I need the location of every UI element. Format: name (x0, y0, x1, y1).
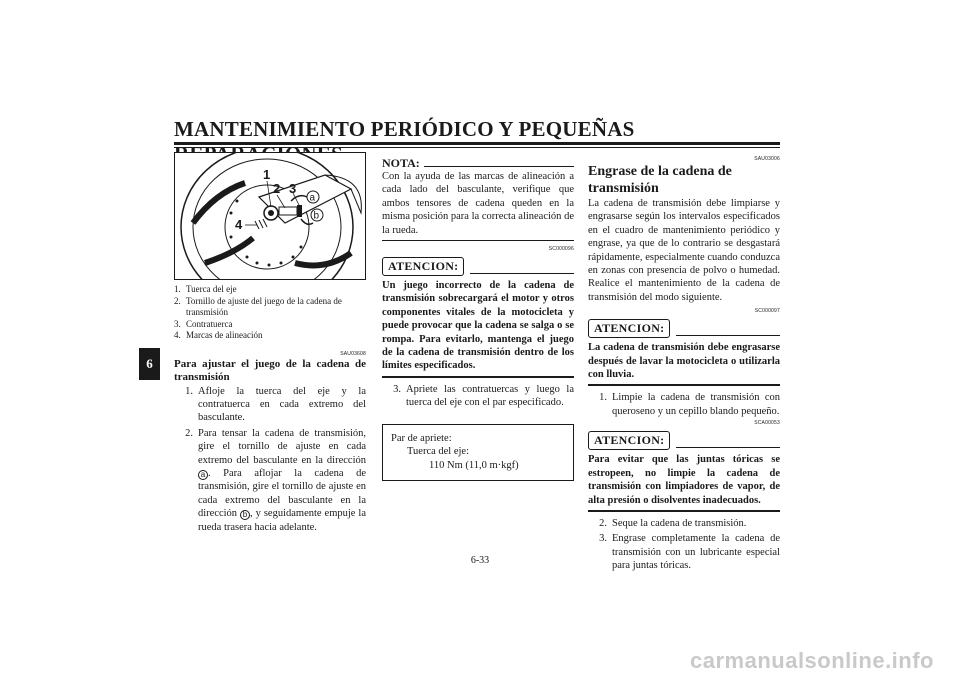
page-title: MANTENIMIENTO PERIÓDICO Y PEQUEÑAS (174, 117, 635, 141)
disc-hole (230, 236, 233, 239)
chapter-number: 6 (146, 356, 153, 371)
caution-code: SCA00053 (754, 420, 780, 427)
mark-a: a (309, 192, 316, 204)
step-number: 1. (185, 385, 193, 397)
tighten-steps (382, 383, 574, 410)
disc-hole (230, 212, 233, 215)
mark-a-inline: a (198, 470, 208, 480)
legend-item (174, 296, 366, 319)
disc-hole (292, 256, 295, 259)
legend-text: Tornillo de ajuste del juego de la cadena de transmisión (186, 295, 342, 317)
legend-text: Tuerca del eje (186, 284, 237, 294)
caution-badge: ATENCION: (588, 431, 670, 450)
chain-adjuster (279, 207, 297, 215)
step-item (588, 391, 780, 418)
step-text (198, 427, 366, 534)
legend-item (174, 330, 366, 342)
callout-3: 3 (289, 181, 297, 196)
header-rule (174, 142, 780, 145)
legend-number: 2. (174, 295, 181, 306)
legend-item (174, 319, 366, 331)
legend-text: Contratuerca (186, 318, 233, 329)
lube-section-title: Engrase de la cadena de transmisión (588, 164, 732, 196)
disc-hole (300, 246, 303, 249)
caution-rule (676, 447, 780, 448)
disc-hole (236, 200, 239, 203)
nota-text: Con la ayuda de las marcas de alineación a cada lado del basculante, verifique que ambos tensores de cadena queden en la misma posición para la correcta alineación de la rueda. (382, 171, 574, 236)
step-number: 3. (393, 383, 401, 395)
caution-end-rule (588, 510, 780, 512)
callout-1: 1 (263, 167, 271, 182)
section-code: SAU03006 (754, 156, 780, 162)
step-number: 3. (599, 533, 607, 545)
caution-end-rule (588, 384, 780, 386)
caution-rule (676, 335, 780, 336)
step-item (174, 385, 366, 425)
nota-rule (424, 166, 574, 167)
spoke (205, 238, 253, 263)
nota-end-rule (382, 240, 574, 241)
adjust-steps (174, 385, 366, 534)
caution-header (588, 431, 780, 450)
lube-step-1 (588, 391, 780, 418)
disc-hole (268, 264, 271, 267)
step-text: Afloje la tuerca del eje y la contratuerca en cada extremo del basculante. (198, 385, 366, 424)
legend-number: 1. (174, 284, 181, 294)
lube-section-text: La cadena de transmisión debe limpiarse y engrasarse según los intervalos especificados en el cuadro de mantenimiento periódico y engrase, ya que de lo contrario se desgastará rápidamente, especialmente cuando conduzca en zonas con presencia de polvo o humedad. Realice el mantenimiento de la cadena de transmisión del modo siguiente. (588, 198, 780, 303)
column-1 (174, 152, 366, 536)
step-number: 2. (599, 517, 607, 529)
step-item (382, 383, 574, 410)
nota-label: NOTA: (382, 156, 420, 170)
chapter-tab (139, 348, 160, 380)
step-text-part: Para tensar la cadena de transmisión, gire el tornillo de ajuste en cada extremo del basculante en la dirección (198, 427, 366, 466)
caution-badge: ATENCION: (382, 257, 464, 276)
nota-header (382, 156, 574, 170)
disc-hole (280, 262, 283, 265)
legend-number: 3. (174, 318, 181, 329)
caution-end-rule (382, 376, 574, 378)
caution-badge: ATENCION: (588, 319, 670, 338)
disc-hole (256, 262, 259, 265)
caution-rule (470, 273, 574, 274)
torque-label: Par de apriete: (391, 432, 452, 444)
axle-center (268, 210, 274, 216)
mark-b-inline: b (240, 510, 250, 520)
caution-header (382, 257, 574, 276)
section-code: SAU03608 (340, 350, 366, 357)
caution-text: Para evitar que las juntas tóricas se estropeen, no limpie la cadena de transmisión con limpiadores de vapor, de alta presión o disolventes inadecuados. (588, 454, 780, 506)
page-number: 6-33 (470, 555, 490, 566)
watermark: carmanualsonline.info (690, 648, 934, 673)
step-text: Seque la cadena de transmisión. (612, 517, 747, 529)
figure-legend (174, 284, 366, 342)
caution-text: Un juego incorrecto de la cadena de transmisión sobrecargará el motor y otros componentes vitales de la motocicleta y puede provocar que la cadena se salga o se rompa. Para evitarlo, mantenga el juego de la cadena de transmisión dentro de los límites especificados. (382, 280, 574, 372)
callout-4: 4 (235, 217, 243, 232)
step-item (588, 517, 780, 530)
column-2 (382, 152, 574, 481)
step-item (588, 532, 780, 572)
legend-number: 4. (174, 330, 181, 340)
caution-code: SC000097 (754, 308, 780, 315)
step-text-part: , y seguidamente empuje la rueda trasera hacia adelante. (198, 508, 366, 533)
step-item (174, 427, 366, 534)
wheel-illustration (175, 153, 366, 280)
disc-hole (246, 256, 249, 259)
header-rule-thin (174, 147, 780, 148)
step-text: Apriete las contratuercas y luego la tuerca del eje con el par especificado. (406, 383, 574, 409)
step-number: 1. (599, 392, 607, 404)
torque-spec-box (382, 424, 574, 482)
locknut (297, 205, 302, 217)
legend-text: Marcas de alineación (186, 330, 263, 340)
step-number: 2. (185, 427, 193, 439)
disc-hole (234, 248, 237, 251)
column-3 (588, 152, 780, 575)
legend-item (174, 284, 366, 296)
chain-adjust-figure (174, 152, 366, 280)
step-text-part: . Para aflojar la cadena de transmisión, gire el tornillo de ajuste en cada extremo del basculante en la dirección (198, 467, 366, 520)
caution-header (588, 319, 780, 338)
step-text: Engrase completamente la cadena de transmisión con un lubricante especial para juntas tóricas. (612, 533, 780, 572)
callout-2: 2 (273, 181, 281, 196)
alignment-mark (259, 220, 263, 228)
spoke (295, 253, 351, 265)
direction-arrow-b (301, 219, 313, 224)
adjust-section-title: Para ajustar el juego de la cadena de transmisión (174, 357, 366, 383)
mark-b: b (313, 210, 320, 222)
alignment-mark (263, 219, 267, 227)
caution-text: La cadena de transmisión debe engrasarse después de lavar la motocicleta o utilizarla con lluvia. (588, 342, 780, 381)
torque-item: Tuerca del eje: (407, 446, 470, 458)
torque-value: 110 Nm (11,0 m·kgf) (429, 459, 519, 471)
caution-code: SC000096 (548, 246, 574, 253)
step-text: Limpie la cadena de transmisión con queroseno y un cepillo blando pequeño. (612, 392, 780, 417)
